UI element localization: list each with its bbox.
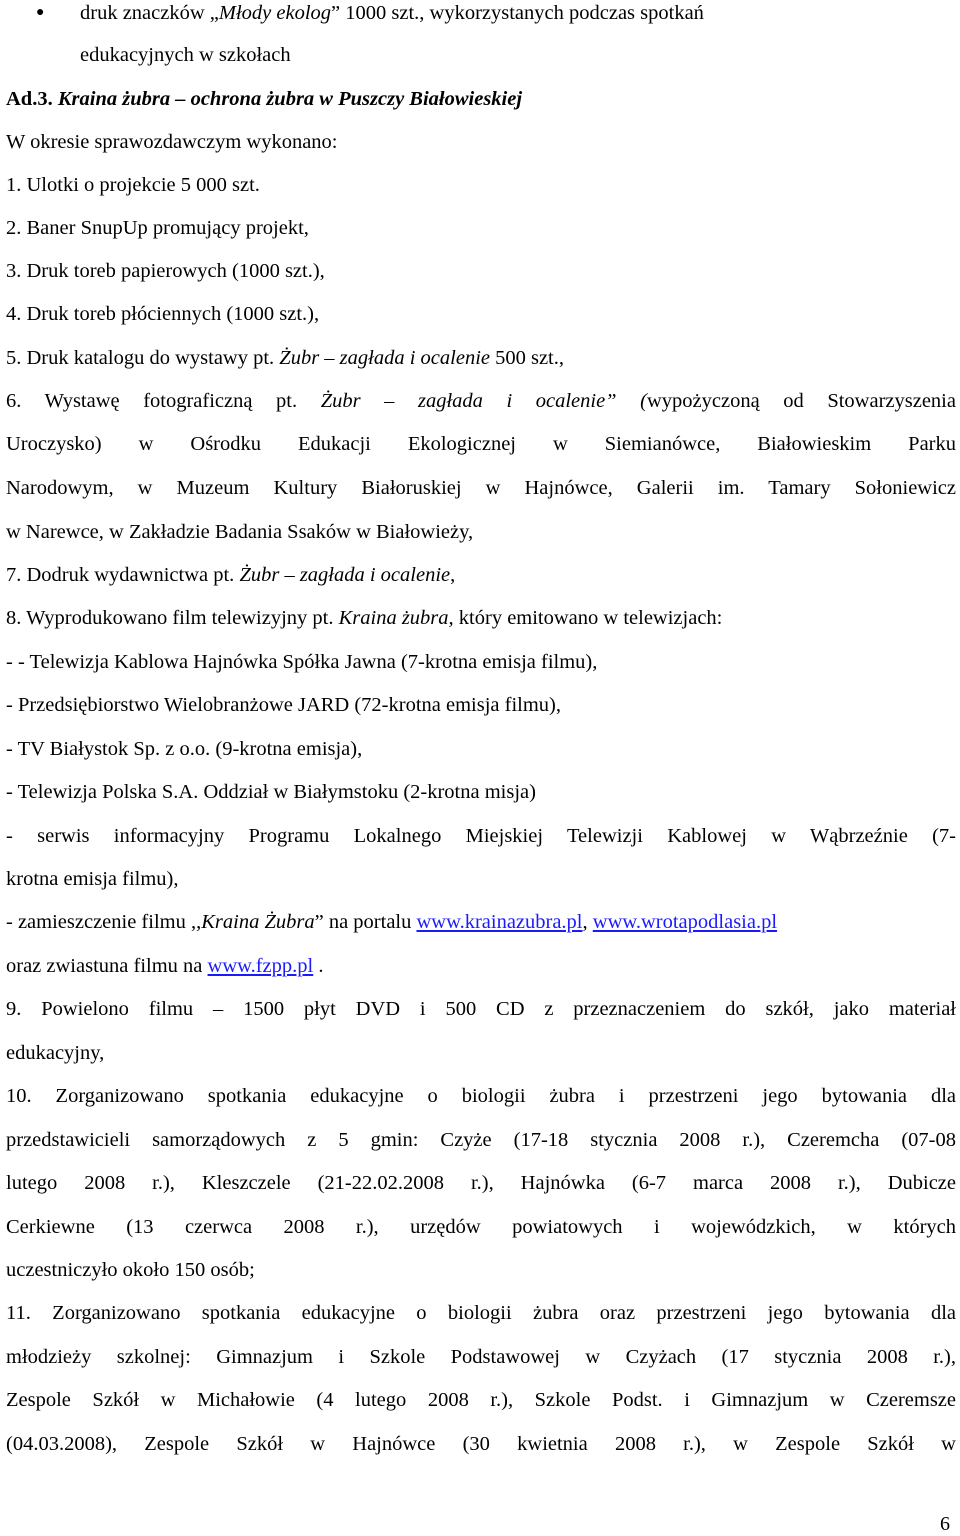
page-number: 6 — [940, 1513, 950, 1535]
tv-list-item-5-line-2: krotna emisja filmu), — [6, 868, 179, 890]
list-item-10-line-4: Cerkiewne (13 czerwca 2008 r.), urzędów powiatowych i wojewódzkich, w których — [6, 1216, 956, 1238]
tv-list-item-2: - Przedsiębiorstwo Wielobranżowe JARD (72-krotna emisja filmu), — [6, 694, 562, 716]
item-italic-title: Żubr – zagłada i ocalenie — [239, 564, 451, 586]
list-item-6-line-1 — [6, 388, 956, 414]
bullet-text: ” 1000 szt., wykorzystanych podczas spotkań — [331, 2, 704, 24]
item-text: 8. Wyprodukowano film telewizyjny pt. — [6, 607, 339, 629]
item-text: - zamieszczenie filmu ,, — [6, 911, 202, 933]
item-italic-title: Żubr – zagłada i ocalenie — [279, 347, 490, 369]
web-item-line-1 — [6, 909, 956, 935]
list-item-1: 1. Ulotki o projekcie 5 000 szt. — [6, 174, 260, 196]
item-text: , — [450, 564, 456, 586]
item-text: , — [582, 911, 593, 933]
tv-list-item-4: - Telewizja Polska S.A. Oddział w Białymstoku (2-krotna misja) — [6, 781, 536, 803]
item-italic-title: Kraina żubra, — [338, 607, 454, 629]
list-item-5 — [6, 345, 956, 371]
item-italic-title: Kraina Żubra — [201, 911, 315, 933]
section-title: Kraina żubra – ochrona żubra w Puszczy Białowieskiej — [57, 88, 523, 110]
item-italic-title: Żubr – zagłada i ocalenie” ( — [320, 390, 647, 412]
list-item-4: 4. Druk toreb płóciennych (1000 szt.), — [6, 303, 320, 325]
section-number: Ad.3. — [6, 88, 58, 110]
list-item-9-line-2: edukacyjny, — [6, 1042, 105, 1064]
item-text: . — [313, 955, 324, 977]
list-item-3: 3. Druk toreb papierowych (1000 szt.), — [6, 260, 325, 282]
list-item-6-line-4: w Narewce, w Zakładzie Badania Ssaków w Białowieży, — [6, 521, 474, 543]
list-item-6-line-3: Narodowym, w Muzeum Kultury Białoruskiej w Hajnówce, Galerii im. Tamary Sołoniewicz — [6, 477, 956, 499]
item-text: 500 szt., — [489, 347, 565, 369]
list-item-11-line-4: (04.03.2008), Zespole Szkół w Hajnówce (30 kwietnia 2008 r.), w Zespole Szkół w — [6, 1433, 956, 1455]
link-wrotapodlasia[interactable]: www.wrotapodlasia.pl — [592, 911, 778, 933]
list-item-2: 2. Baner SnupUp promujący projekt, — [6, 217, 309, 239]
list-item-9-line-1: 9. Powielono filmu – 1500 płyt DVD i 500 CD z przeznaczeniem do szkół, jako materiał — [6, 998, 956, 1020]
item-text: wypożyczoną od Stowarzyszenia — [646, 390, 956, 412]
item-text: 5. Druk katalogu do wystawy pt. — [6, 347, 280, 369]
list-item-7 — [6, 562, 956, 588]
list-item-10-line-3: lutego 2008 r.), Kleszczele (21-22.02.2008 r.), Hajnówka (6-7 marca 2008 r.), Dubicze — [6, 1172, 956, 1194]
bullet-item-line-2: edukacyjnych w szkołach — [80, 44, 291, 66]
item-text: oraz zwiastuna filmu na — [6, 955, 208, 977]
list-item-11-line-2: młodzieży szkolnej: Gimnazjum i Szkole Podstawowej w Czyżach (17 stycznia 2008 r.), — [6, 1346, 956, 1368]
list-item-6-line-2: Uroczysko) w Ośrodku Edukacji Ekologicznej w Siemianówce, Białowieskim Parku — [6, 433, 956, 455]
list-item-10-line-5: uczestniczyło około 150 osób; — [6, 1259, 255, 1281]
item-text: 6. Wystawę fotograficzną pt. — [6, 390, 321, 412]
tv-list-item-3: - TV Białystok Sp. z o.o. (9-krotna emisja), — [6, 738, 363, 760]
link-fzpp[interactable]: www.fzpp.pl — [207, 955, 314, 977]
list-item-10-line-2: przedstawicieli samorządowych z 5 gmin: Czyże (17-18 stycznia 2008 r.), Czeremcha (07-08 — [6, 1129, 956, 1151]
web-item-line-2 — [6, 953, 956, 979]
tv-list-item-5-line-1: - serwis informacyjny Programu Lokalnego Miejskiej Telewizji Kablowej w Wąbrzeźnie (7- — [6, 825, 956, 847]
bullet-text: druk znaczków „ — [80, 2, 219, 24]
item-text: który emitowano w telewizjach: — [453, 607, 723, 629]
section-heading — [6, 86, 956, 112]
item-text: ” na portalu — [314, 911, 417, 933]
list-item-10-line-1: 10. Zorganizowano spotkania edukacyjne o biologii żubra i przestrzeni jego bytowania dla — [6, 1085, 956, 1107]
item-text: 7. Dodruk wydawnictwa pt. — [6, 564, 240, 586]
bullet-italic-title: Młody ekolog — [218, 2, 332, 24]
list-item-11-line-1: 11. Zorganizowano spotkania edukacyjne o biologii żubra oraz przestrzeni jego bytowania dla — [6, 1302, 956, 1324]
list-item-11-line-3: Zespole Szkół w Michałowie (4 lutego 2008 r.), Szkole Podst. i Gimnazjum w Czeremsze — [6, 1389, 956, 1411]
intro-text: W okresie sprawozdawczym wykonano: — [6, 131, 338, 153]
bullet-item-line-1 — [36, 0, 956, 26]
link-krainazubra[interactable]: www.krainazubra.pl — [416, 911, 583, 933]
tv-list-item-1: - - Telewizja Kablowa Hajnówka Spółka Jawna (7-krotna emisja filmu), — [6, 651, 598, 673]
bullet-dot-icon: ● — [36, 5, 45, 20]
list-item-8 — [6, 605, 956, 631]
